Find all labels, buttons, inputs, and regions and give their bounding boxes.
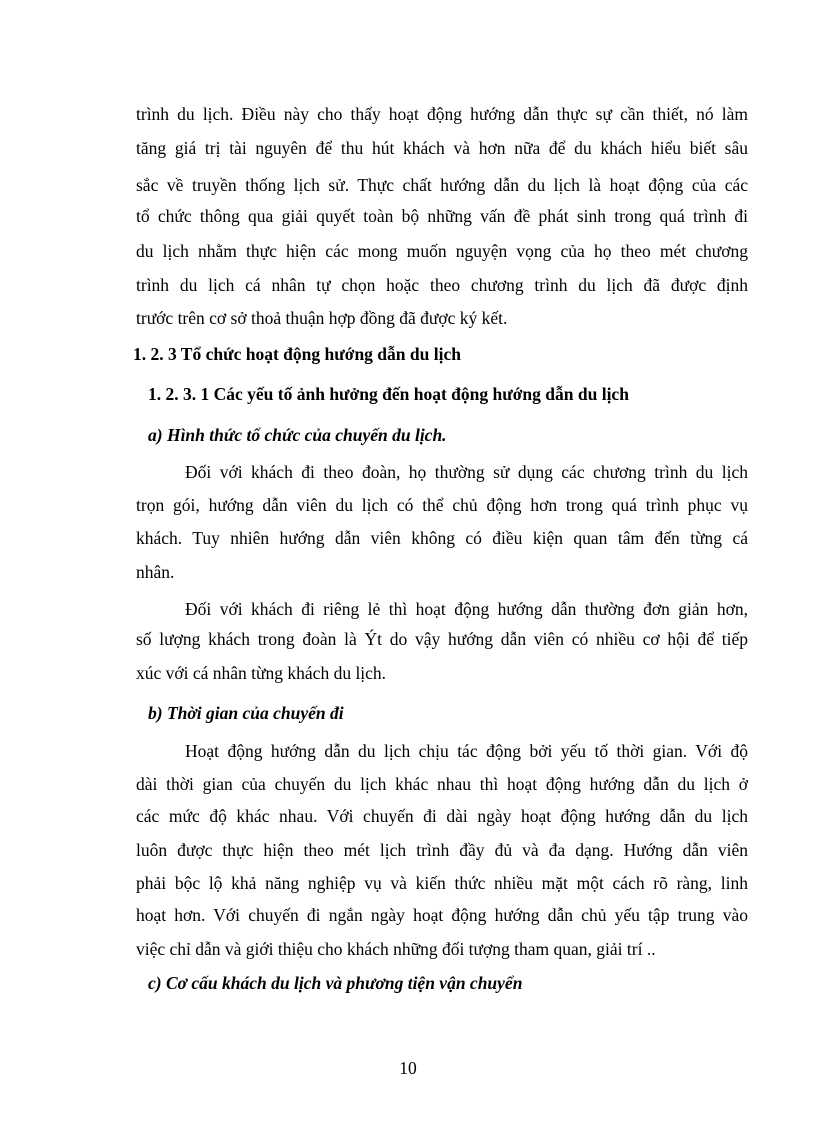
paragraph-line: trọn gói, hướng dẫn viên du lịch có thể chủ động hơn trong quá trình phục vụ xyxy=(136,495,748,515)
paragraph-line: Hoạt động hướng dẫn du lịch chịu tác động bởi yếu tố thời gian. Với độ xyxy=(185,741,748,761)
paragraph-line: hoạt hơn. Với chuyến đi ngắn ngày hoạt động hướng dẫn chủ yếu tập trung vào xyxy=(136,905,748,925)
paragraph-line: nhân. xyxy=(136,562,175,582)
page-number: 10 xyxy=(399,1058,417,1078)
paragraph-line: Đối với khách đi riêng lẻ thì hoạt động hướng dẫn thường đơn giản hơn, xyxy=(185,599,748,619)
subsection-heading: 1. 2. 3. 1 Các yếu tố ảnh hưởng đến hoạt động hướng dẫn du lịch xyxy=(148,384,629,404)
paragraph-line: dài thời gian của chuyến du lịch khác nhau thì hoạt động hướng dẫn du lịch ở xyxy=(136,774,748,794)
paragraph-line: tổ chức thông qua giải quyết toàn bộ những vấn đề phát sinh trong quá trình đi xyxy=(136,206,748,226)
paragraph-line: các mức độ khác nhau. Với chuyến đi dài ngày hoạt động hướng dẫn du lịch xyxy=(136,806,748,826)
paragraph-line: việc chỉ dẫn và giới thiệu cho khách những đối tượng tham quan, giải trí .. xyxy=(136,939,656,959)
subheading-b: b) Thời gian của chuyến đi xyxy=(148,703,344,723)
paragraph-line: khách. Tuy nhiên hướng dẫn viên không có điều kiện quan tâm đến từng cá xyxy=(136,528,748,548)
paragraph-line: số lượng khách trong đoàn là Ýt do vậy hướng dẫn viên có nhiều cơ hội để tiếp xyxy=(136,629,748,649)
paragraph-line: phải bộc lộ khả năng nghiệp vụ và kiến thức nhiều mặt một cách rõ ràng, linh xyxy=(136,873,748,893)
paragraph-line: trình du lịch. Điều này cho thấy hoạt động hướng dẫn thực sự cần thiết, nó làm xyxy=(136,104,748,124)
paragraph-line: xúc với cá nhân từng khách du lịch. xyxy=(136,663,387,683)
paragraph-line: sắc về truyền thống lịch sử. Thực chất hướng dẫn du lịch là hoạt động của các xyxy=(136,175,748,195)
paragraph-line: Đối với khách đi theo đoàn, họ thường sử dụng các chương trình du lịch xyxy=(185,462,748,482)
paragraph-line: trước trên cơ sở thoả thuận hợp đồng đã được ký kết. xyxy=(136,308,508,328)
paragraph-line: luôn được thực hiện theo mét lịch trình đầy đủ và đa dạng. Hướng dẫn viên xyxy=(136,840,748,860)
paragraph-line: trình du lịch cá nhân tự chọn hoặc theo chương trình du lịch đã được định xyxy=(136,275,748,295)
paragraph-line: tăng giá trị tài nguyên để thu hút khách và hơn nữa để du khách hiểu biết sâu xyxy=(136,138,748,158)
subheading-a: a) Hình thức tổ chức của chuyến du lịch. xyxy=(148,425,447,445)
section-heading: 1. 2. 3 Tổ chức hoạt động hướng dẫn du lịch xyxy=(133,344,461,364)
paragraph-line: du lịch nhằm thực hiện các mong muốn nguyện vọng của họ theo mét chương xyxy=(136,241,748,261)
subheading-c: c) Cơ cấu khách du lịch và phương tiện vận chuyển xyxy=(148,973,523,993)
